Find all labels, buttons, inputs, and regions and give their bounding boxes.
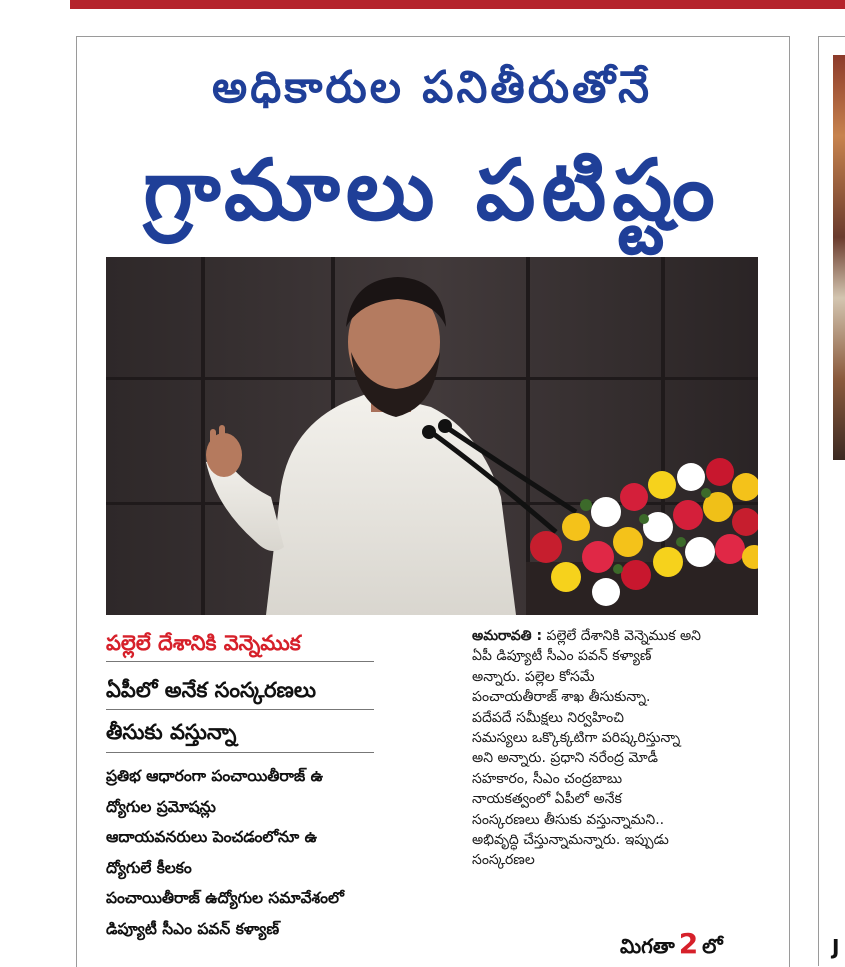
subhead-2: ఏపీలో అనేక సంస్కరణలు bbox=[106, 678, 317, 702]
point-line: పంచాయితీరాజ్ ఉద్యోగుల సమావేశంలో bbox=[106, 889, 344, 907]
body-line: సమస్యలు ఒక్కొక్కటిగా పరిష్కరిస్తున్నా bbox=[472, 730, 681, 747]
highlight-points bbox=[106, 761, 451, 944]
side-column-text: J bbox=[832, 935, 840, 959]
side-article-photo bbox=[833, 55, 845, 460]
continuation-suffix: లో bbox=[702, 934, 723, 958]
body-line: నాయకత్వంలో ఏపీలో అనేక bbox=[472, 791, 622, 808]
subhead-rule-2 bbox=[106, 709, 374, 710]
point-line: డిప్యూటీ సీఎం పవన్ కళ్యాణ్ bbox=[106, 919, 280, 938]
subhead-rule-1 bbox=[106, 661, 374, 662]
speaker-illustration bbox=[106, 257, 758, 615]
headline-line-1: అధికారుల పనితీరుతోనే bbox=[212, 62, 652, 113]
article-photo bbox=[106, 257, 758, 615]
subhead-1: పల్లెలే దేశానికి వెన్నెముక bbox=[106, 631, 301, 655]
top-banner-bar bbox=[70, 0, 845, 9]
body-line: పదేపదే సమీక్షలు నిర్వహించి bbox=[472, 709, 624, 726]
body-line: ఏపీ డిప్యూటీ సీఎం పవన్ కళ్యాణ్ bbox=[472, 648, 652, 665]
body-line: అభివృద్ధి చేస్తున్నామన్నారు. ఇప్పుడు bbox=[472, 832, 669, 849]
dateline: అమరావతి : bbox=[472, 628, 543, 644]
point-line: ద్యోగులే కీలకం bbox=[106, 858, 192, 877]
body-line: సహకారం, సీఎం చంద్రబాబు bbox=[472, 770, 623, 787]
continuation-page: 2 bbox=[678, 927, 699, 960]
side-column-left-rule bbox=[818, 36, 819, 966]
side-column-top-rule bbox=[818, 36, 845, 37]
point-line: ద్యోగుల ప్రమోషన్లు bbox=[106, 797, 216, 816]
point-line: ప్రతిభ ఆధారంగా పంచాయితీరాజ్ ఉ bbox=[106, 767, 324, 785]
continuation-prefix: మిగతా bbox=[620, 934, 675, 958]
body-line: సంస్కరణల bbox=[472, 852, 535, 869]
body-line: అని అన్నారు. ప్రధాని నరేంద్ర మోడీ bbox=[472, 750, 658, 767]
continuation-note bbox=[620, 927, 723, 963]
subhead-rule-3 bbox=[106, 752, 374, 753]
body-line: అన్నారు. పల్లెల కోసమే bbox=[472, 668, 595, 685]
body-line: సంస్కరణలు తీసుకు వస్తున్నామని.. bbox=[472, 811, 665, 828]
article-body bbox=[472, 626, 772, 871]
body-line: పల్లెలే దేశానికి వెన్నెముక అని bbox=[546, 628, 701, 644]
subhead-3: తీసుకు వస్తున్నా bbox=[106, 720, 237, 744]
point-line: ఆదాయవనరులు పెంచడంలోనూ ఉ bbox=[106, 828, 317, 846]
headline-line-2: గ్రామాలు పటిష్టం bbox=[143, 141, 721, 239]
body-line: పంచాయతీరాజ్ శాఖ తీసుకున్నా. bbox=[472, 689, 651, 706]
